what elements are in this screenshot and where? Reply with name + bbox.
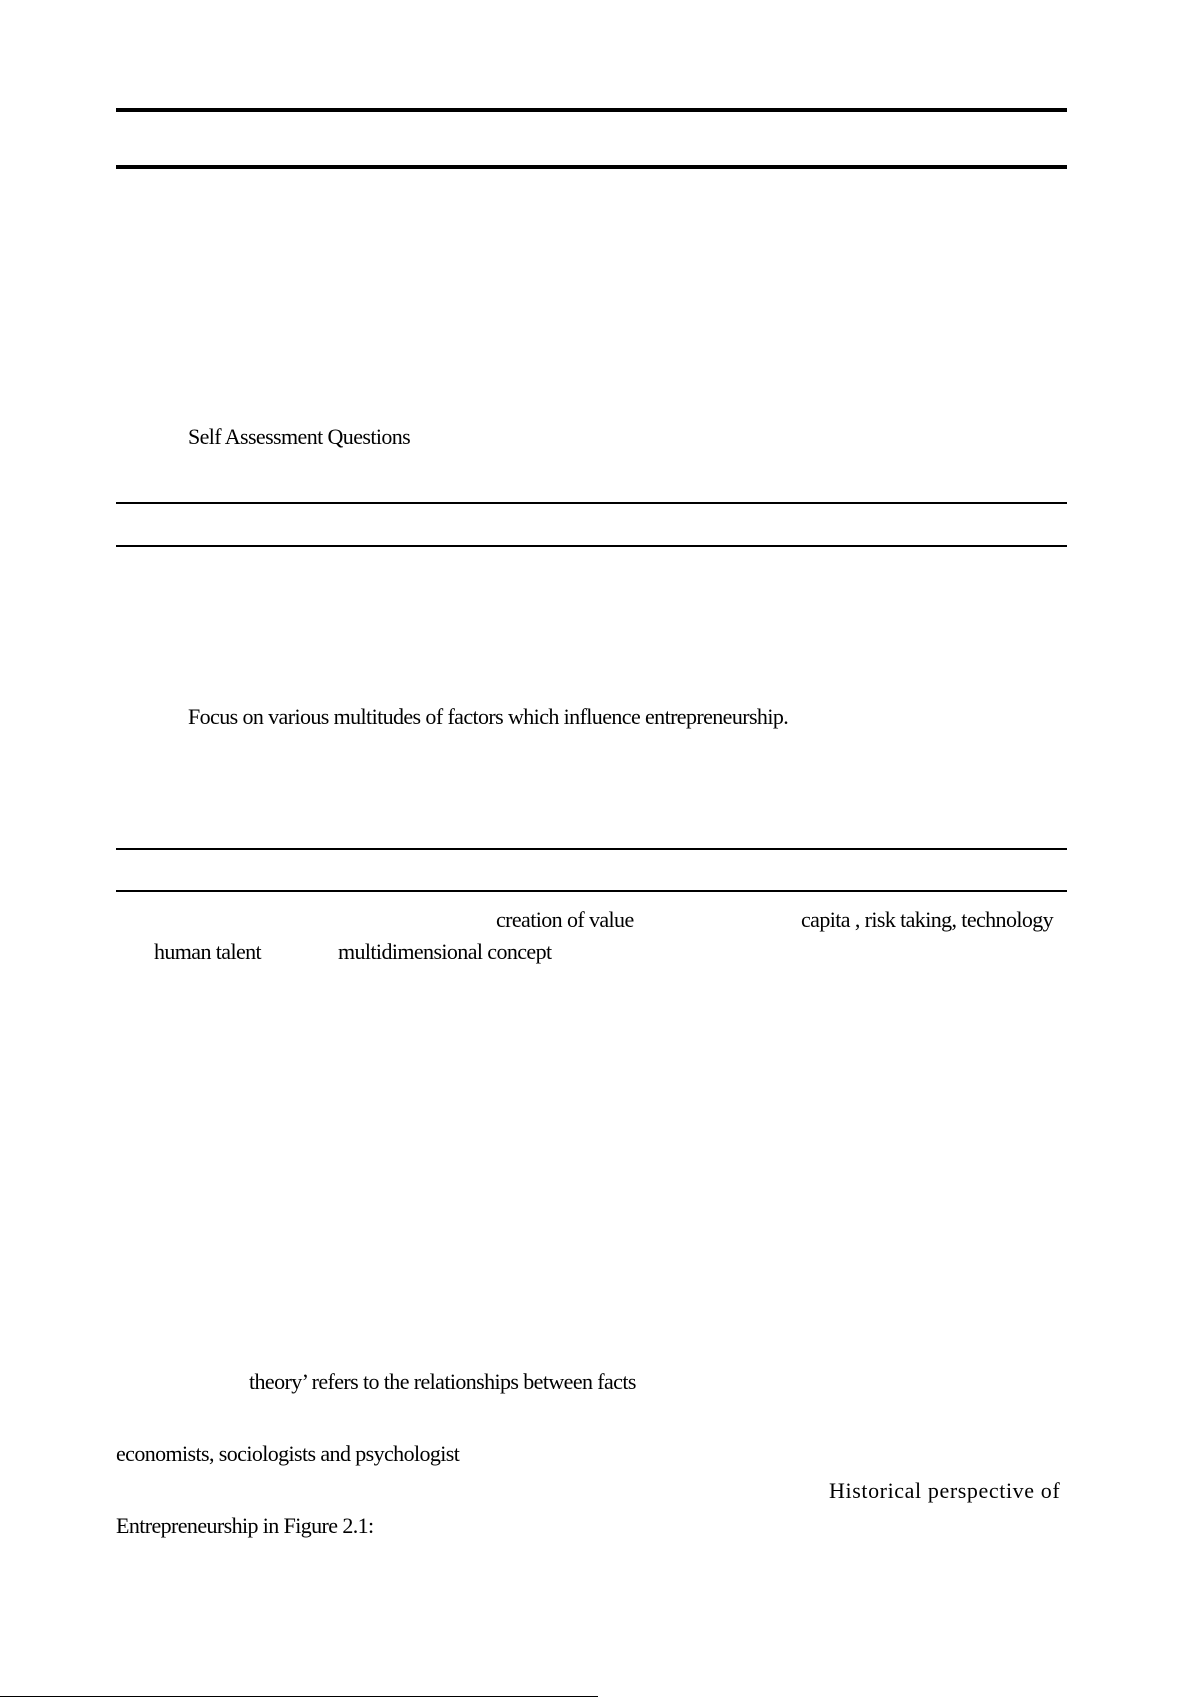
text-multidimensional-concept: multidimensional concept [338,939,552,964]
text-theory-refers: theory’ refers to the relationships between facts [249,1369,636,1394]
section-rule-3 [116,848,1067,850]
section-rule-2 [116,545,1067,547]
self-assessment-heading: Self Assessment Questions [188,424,411,449]
text-creation-of-value: creation of value [496,907,634,932]
text-human-talent: human talent [154,939,262,964]
section-rule-1 [116,502,1067,504]
text-economists: economists, sociologists and psychologist [116,1441,460,1466]
section-rule-4 [116,890,1067,892]
text-historical-perspective: Historical perspective of [829,1478,1061,1503]
text-figure-reference: Entrepreneurship in Figure 2.1: [116,1513,374,1538]
objective-text: Focus on various multitudes of factors which influence entrepreneurship. [188,704,789,729]
text-capita-risk-technology: capita , risk taking, technology [801,907,1054,932]
top-rule-1 [116,108,1067,112]
top-rule-2 [116,165,1067,169]
